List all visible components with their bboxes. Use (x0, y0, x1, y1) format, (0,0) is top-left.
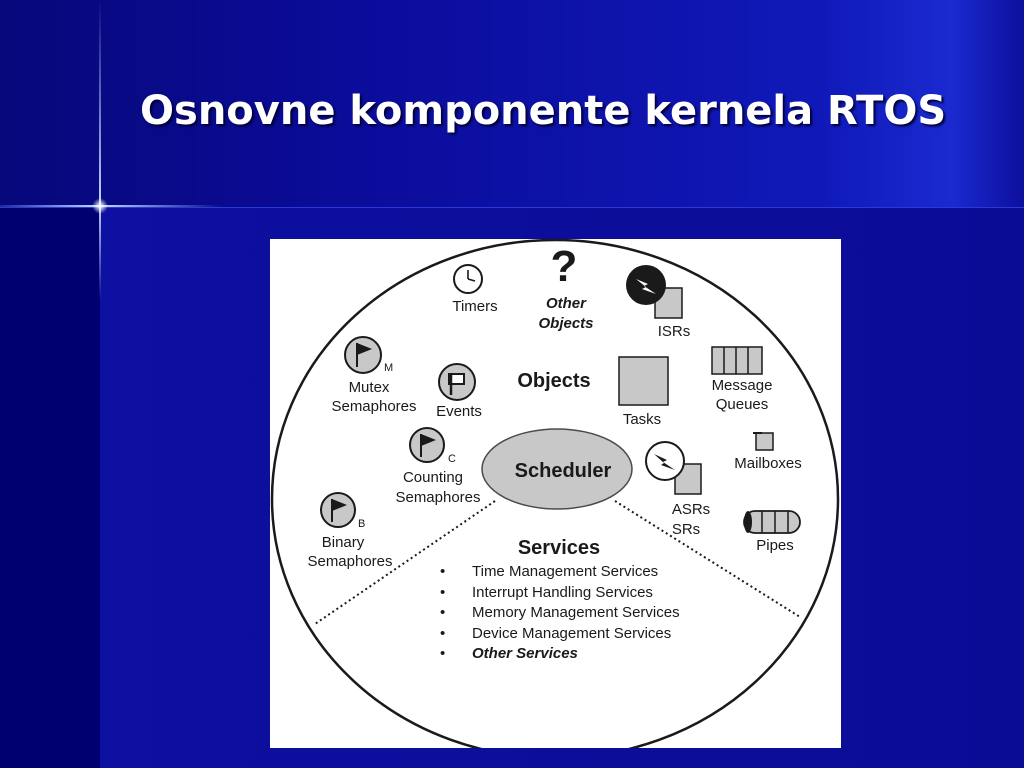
message-queues-label-1: Message (711, 377, 773, 394)
flag-icon (345, 337, 381, 373)
mailboxes-label: Mailboxes (734, 455, 802, 472)
slide-title: Osnovne komponente kernela RTOS (140, 88, 947, 134)
asrs-label-1: ASRs (671, 501, 711, 518)
timers-label: Timers (452, 298, 498, 315)
services-bullet: • (440, 584, 446, 601)
mutex-label-2: Semaphores (331, 398, 417, 415)
binary-badge: B (358, 518, 366, 530)
question-icon: ? (550, 242, 578, 291)
services-bullet: • (440, 645, 446, 662)
scheduler-label: Scheduler (514, 460, 612, 482)
lightning-icon (626, 265, 666, 305)
other-objects-label-2: Objects (538, 315, 594, 332)
queue-icon (712, 347, 762, 374)
other-objects-label-1: Other (545, 295, 587, 312)
event-flag-icon (439, 364, 475, 400)
service-item-other: Other Services (472, 645, 578, 662)
counting-label-1: Counting (402, 469, 464, 486)
asrs-label-2: SRs (671, 521, 701, 538)
counting-flag-icon (410, 428, 444, 462)
rtos-kernel-diagram (270, 239, 841, 748)
task-square (619, 357, 668, 405)
mailbox-icon (753, 433, 773, 450)
services-heading: Services (517, 537, 601, 559)
services-list (440, 563, 680, 662)
binary-label-1: Binary (321, 534, 365, 551)
mutex-badge: M (384, 362, 394, 374)
events-label: Events (436, 403, 482, 420)
decorative-sparkle (92, 198, 108, 214)
decorative-vertical-line (99, 0, 101, 300)
counting-badge: C (448, 453, 456, 465)
isrs-label: ISRs (657, 323, 691, 340)
pipes-label: Pipes (756, 537, 794, 554)
clock-icon (454, 265, 482, 293)
service-item: Memory Management Services (472, 604, 680, 621)
binary-flag-icon (321, 493, 355, 527)
pipe-icon (744, 511, 800, 533)
service-item: Time Management Services (472, 563, 659, 580)
services-bullet: • (440, 604, 446, 621)
decorative-horizontal-line (0, 205, 220, 207)
services-bullet: • (440, 625, 446, 642)
objects-heading: Objects (517, 370, 591, 392)
services-bullet: • (440, 563, 446, 580)
message-queues-label-2: Queues (715, 396, 769, 413)
binary-label-2: Semaphores (307, 553, 393, 570)
tasks-label: Tasks (622, 411, 662, 428)
asr-lightning-icon (646, 442, 684, 480)
service-item: Device Management Services (472, 625, 672, 642)
counting-label-2: Semaphores (395, 489, 481, 506)
service-item: Interrupt Handling Services (472, 584, 653, 601)
mutex-label-1: Mutex (348, 379, 390, 396)
